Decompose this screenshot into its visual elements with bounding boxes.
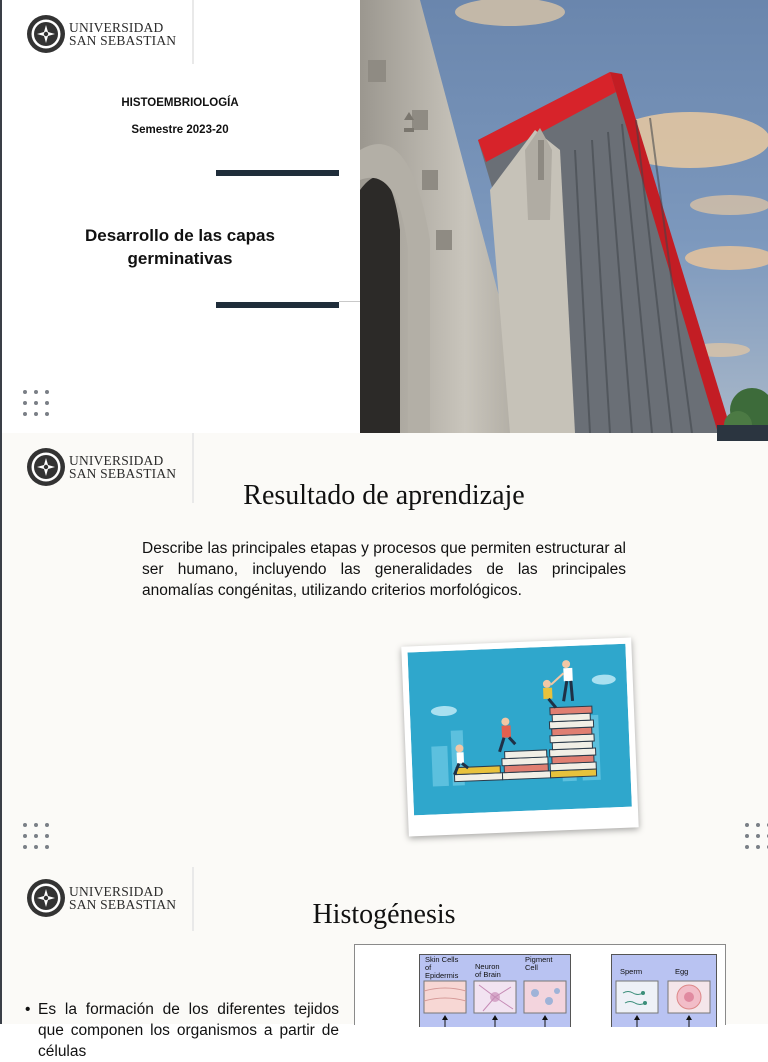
left-edge-rule <box>0 867 2 1024</box>
bullet-marker: • <box>25 1001 31 1018</box>
course-name: HISTOEMBRIOLOGÍA <box>121 97 239 109</box>
illustration-frame <box>401 637 638 836</box>
university-name-line1: UNIVERSIDAD <box>69 20 164 35</box>
dot-grid-decoration-left <box>23 823 49 849</box>
logo-divider <box>192 0 194 64</box>
university-name-line2: SAN SEBASTIAN <box>69 897 177 912</box>
university-name <box>69 21 176 47</box>
climbing-books-illustration <box>408 644 632 816</box>
slide-title-page <box>0 0 768 433</box>
university-name-line2: SAN SEBASTIAN <box>69 33 177 48</box>
label-pigment-cell: Pigment Cell <box>525 955 553 972</box>
label-sperm: Sperm <box>620 967 643 976</box>
bullet-text: Es la formación de los diferentes tejidos que componen los organismos a partir de células <box>38 1001 339 1060</box>
university-name-line1: UNIVERSIDAD <box>69 884 164 899</box>
germ-cells-panel <box>611 954 717 1027</box>
slide-title-learning-outcome: Resultado de aprendizaje <box>243 480 525 511</box>
title-bar-bottom <box>216 302 339 308</box>
learning-outcome-paragraph: Describe las principales etapas y procesos que permiten estructurar al ser humano, incluyendo las generalidades de las principales anomalías congénitas, utilizando criterios morfológicos. <box>142 540 626 599</box>
bullet-item <box>25 999 339 1062</box>
label-egg: Egg <box>675 967 689 976</box>
university-name <box>69 454 176 480</box>
campus-building-photo <box>360 0 768 433</box>
title-bar-top <box>216 170 339 176</box>
dot-grid-decoration-right <box>745 823 768 849</box>
label-neuron: Neuron of Brain <box>475 962 501 979</box>
presentation-title-line2: germinativas <box>127 249 233 268</box>
left-edge-rule <box>0 0 2 433</box>
corner-accent-bar-top <box>717 433 768 441</box>
label-skin-cells: Skin Cells of Epidermis <box>425 955 459 980</box>
somatic-cells-panel <box>419 954 571 1027</box>
title-bar-thin-line <box>339 301 360 302</box>
germ-cells-icon <box>615 979 713 1027</box>
cell-differentiation-diagram <box>354 944 726 1025</box>
semester-label: Semestre 2023-20 <box>131 124 229 136</box>
dot-grid-decoration <box>23 390 49 416</box>
slide-title-histogenesis: Histogénesis <box>312 899 456 930</box>
university-logo <box>26 14 176 54</box>
university-seal-icon <box>26 14 66 54</box>
somatic-cells-icon <box>423 979 567 1027</box>
university-name-line2: SAN SEBASTIAN <box>69 466 177 481</box>
presentation-title <box>0 224 360 270</box>
university-name-line1: UNIVERSIDAD <box>69 453 164 468</box>
presentation-title-line1: Desarrollo de las capas <box>85 226 275 245</box>
